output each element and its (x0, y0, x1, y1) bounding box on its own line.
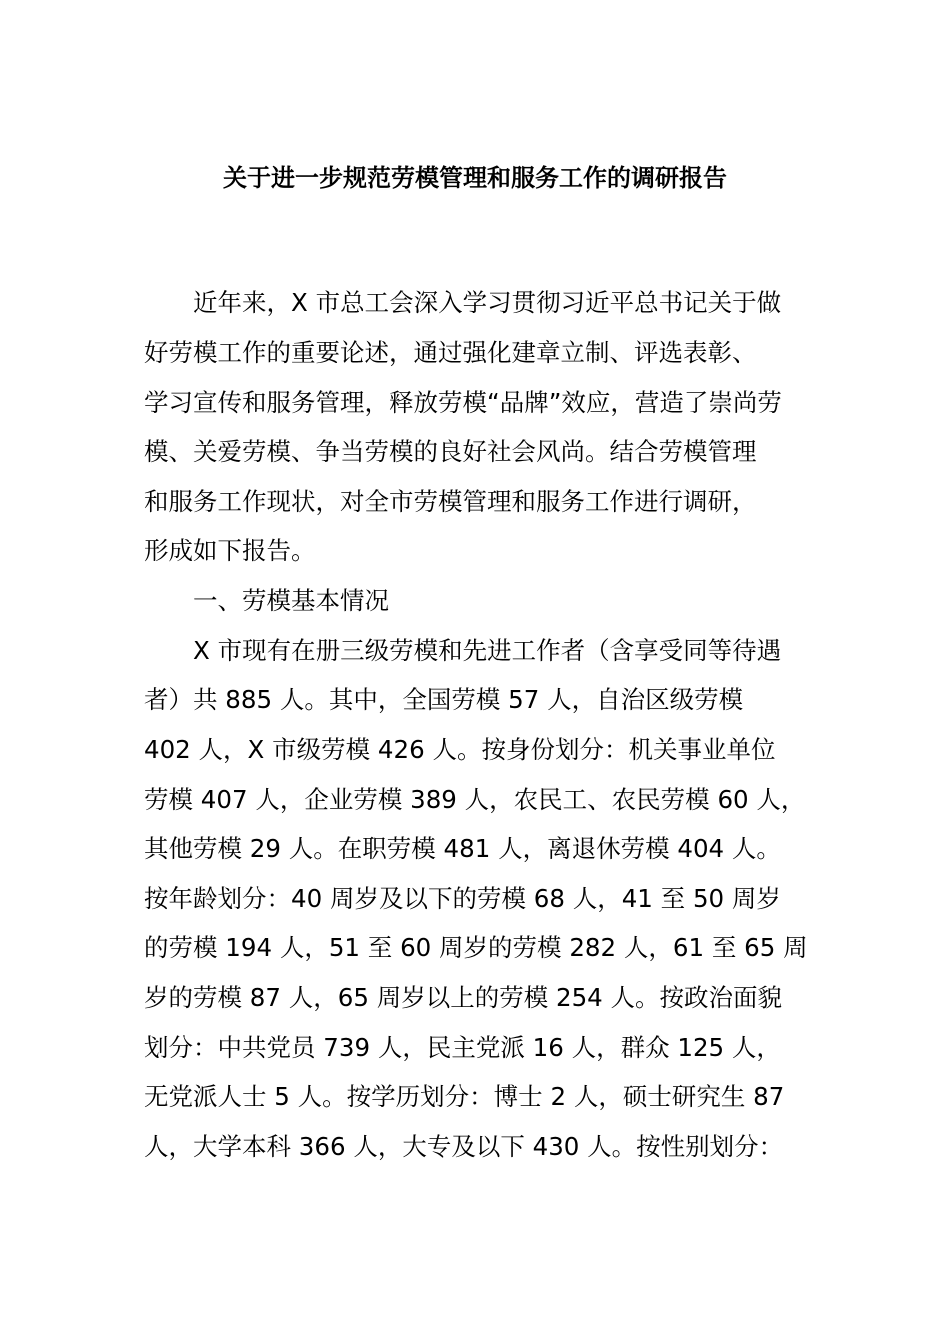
body-line: 岁的劳模 87 人，65 周岁以上的劳模 254 人。按政治面貌 (144, 983, 783, 1012)
body-line: 和服务工作现状，对全市劳模管理和服务工作进行调研， (144, 487, 757, 516)
body-line: 模、关爱劳模、争当劳模的良好社会风尚。结合劳模管理 (144, 437, 757, 466)
body-line: 的劳模 194 人，51 至 60 周岁的劳模 282 人，61 至 65 周 (144, 933, 808, 962)
body-line: 人，大学本科 366 人，大专及以下 430 人。按性别划分： (144, 1132, 784, 1161)
body-line: 其他劳模 29 人。在职劳模 481 人，离退休劳模 404 人。 (144, 834, 781, 863)
body-line: 402 人，X 市级劳模 426 人。按身份划分：机关事业单位 (144, 735, 776, 764)
body-line: 划分：中共党员 739 人，民主党派 16 人，群众 125 人， (144, 1033, 781, 1062)
body-line: 好劳模工作的重要论述，通过强化建章立制、评选表彰、 (144, 338, 757, 367)
body-line: 形成如下报告。 (144, 536, 316, 565)
body-line: 近年来，X 市总工会深入学习贯彻习近平总书记关于做 (144, 288, 782, 317)
body-line: 无党派人士 5 人。按学历划分：博士 2 人，硕士研究生 87 (144, 1082, 785, 1111)
body-line: X 市现有在册三级劳模和先进工作者（含享受同等待遇 (144, 636, 782, 665)
section-heading: 一、劳模基本情况 (144, 586, 389, 615)
body-line: 者）共 885 人。其中，全国劳模 57 人，自治区级劳模 (144, 685, 744, 714)
document-title: 关于进一步规范劳模管理和服务工作的调研报告 (223, 164, 727, 192)
body-line: 学习宣传和服务管理，释放劳模“品牌”效应，营造了崇尚劳 (144, 388, 782, 417)
body-line: 按年龄划分：40 周岁及以下的劳模 68 人，41 至 50 周岁 (144, 884, 781, 913)
body-line: 劳模 407 人，企业劳模 389 人，农民工、农民劳模 60 人， (144, 785, 806, 814)
